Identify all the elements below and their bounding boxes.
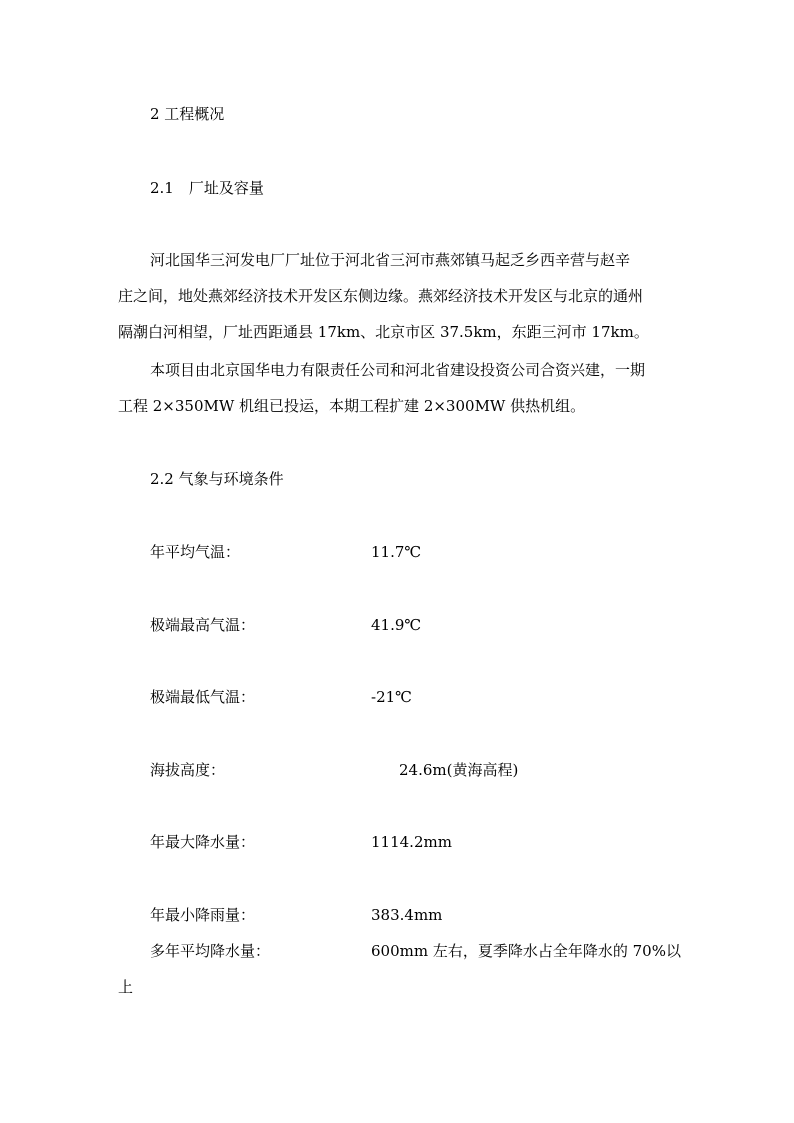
subsection-title-site-capacity: 2.1 厂址及容量 (150, 179, 264, 197)
climate-label-altitude: 海拔高度： (150, 761, 226, 779)
climate-label-min-temp: 极端最低气温： (150, 688, 256, 706)
paragraph-project-line-1: 本项目由北京国华电力有限责任公司和河北省建设投资公司合资兴建，一期 (150, 361, 646, 379)
climate-value-max-precip: 1114.2mm (371, 833, 452, 851)
climate-label-annual-avg-temp: 年平均气温： (150, 543, 241, 561)
paragraph-site-line-3: 隔潮白河相望，厂址西距通县 17km、北京市区 37.5km，东距三河市 17km。 (118, 323, 649, 341)
climate-value-min-temp: -21℃ (371, 688, 412, 706)
paragraph-site-line-2: 庄之间，地处燕郊经济技术开发区东侧边缘。燕郊经济技术开发区与北京的通州 (118, 287, 644, 305)
climate-label-min-rain: 年最小降雨量： (150, 906, 256, 924)
climate-value-altitude: 24.6m(黄海高程) (399, 761, 519, 779)
climate-label-max-precip: 年最大降水量： (150, 833, 256, 851)
climate-value-max-temp: 41.9℃ (371, 616, 422, 634)
paragraph-project-line-2: 工程 2×350MW 机组已投运，本期工程扩建 2×300MW 供热机组。 (118, 397, 586, 415)
climate-value-avg-precip-wrap: 上 (118, 978, 134, 996)
section-title: 2 工程概况 (150, 105, 225, 123)
climate-value-min-rain: 383.4mm (371, 906, 443, 924)
climate-value-avg-precip: 600mm 左右，夏季降水占全年降水的 70%以 (371, 942, 681, 960)
climate-label-max-temp: 极端最高气温： (150, 616, 256, 634)
subsection-title-climate: 2.2 气象与环境条件 (150, 470, 284, 488)
climate-label-avg-precip: 多年平均降水量： (150, 942, 271, 960)
climate-value-annual-avg-temp: 11.7℃ (371, 543, 422, 561)
paragraph-site-line-1: 河北国华三河发电厂厂址位于河北省三河市燕郊镇马起乏乡西辛营与赵辛 (150, 251, 631, 269)
